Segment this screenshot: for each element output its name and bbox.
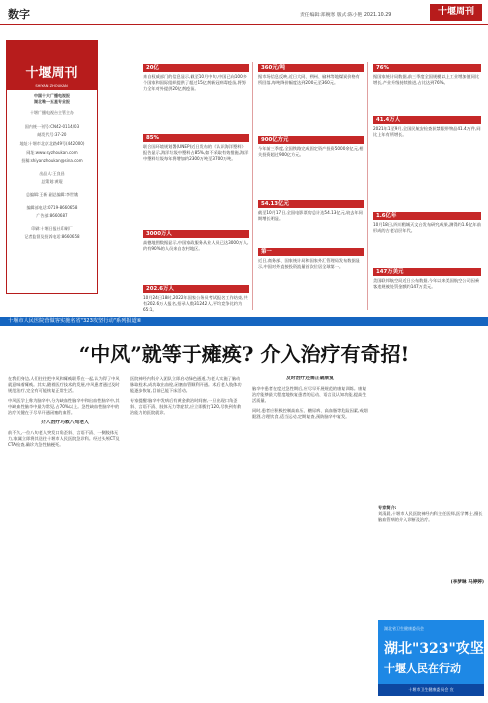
stat-title: 360元/吨 [258, 64, 364, 72]
stat-text: 据市场信息反映,近日大同、朔州、榆林等地煤炭价格有所回落,每吨降价幅度达到200元至360元。 [258, 74, 360, 85]
article-paragraph: 中风医学上称为脑卒中,分为缺血性脑卒中和出血性脑卒中,其中缺血性脑卒中最为常见,占70%以上。急性缺血性脑卒中的治疗关键在于尽早开通闭塞的血管。 [8, 398, 120, 415]
stats-column-1 [143, 64, 249, 335]
article-subhead: 及时治疗还需正确康复 [286, 376, 334, 381]
stat-text: 今年前三季度,全国铁路完成固定资产投资5000余亿元,相关投资超过900亿方元。 [258, 146, 364, 157]
sidebar-logo-title: 十堰周刊 [25, 66, 78, 81]
stat-text: 来自权威部门的信息显示,截至10月中旬,中国已向100多个国家和国际组织提供了超过15亿剂新冠病毒疫苗,将努力全年对外提供20亿剂疫苗。 [143, 74, 247, 91]
ad-subtitle: 湖北省卫生健康委员会 [384, 626, 424, 631]
article-subhead: 介入治疗巧救八旬老人 [41, 420, 89, 425]
stats-column-2 [258, 64, 364, 310]
stats-column-3 [373, 64, 481, 308]
ad-title-line-2: 十堰人民在行动 [384, 662, 461, 675]
article-authors: (李梦琳 马婷婷) [450, 580, 484, 585]
stat-item [143, 64, 249, 134]
stat-title: 1.6亿年 [373, 212, 481, 220]
sidebar-line: 网址:www.syzhoukan.com [26, 149, 78, 155]
sidebar-line: 总策划:黄琨 [41, 179, 63, 185]
stat-text: 联合国环境规划署(UNEP)近日发布的《认识海洋塑料》报告显示,海洋垃圾中塑料占85%,如不采取有效措施,海洋中塑料垃圾每年将增加约2300万吨至3700万吨。 [143, 144, 249, 161]
stat-title: 41.4万人 [373, 116, 481, 124]
sidebar-line: 编辑部电话:0719-8660658 [26, 204, 78, 210]
expert-text: 刘清晨,十堰市人民医院神经内科主任医师,医学博士,擅长脑血管病的介入诊断及治疗。 [378, 511, 483, 522]
stat-title: 第一 [258, 248, 364, 256]
stat-title: 54.13亿元 [258, 200, 364, 208]
stat-text: 高德地图数据显示,中国家政服务从业人员已达3000万人,约有90%的人员来自农村地区。 [143, 240, 249, 251]
sidebar-body [8, 93, 96, 240]
stat-item [258, 136, 364, 200]
article-paragraph: 同时,患者应积极控制高血压、糖尿病、高血脂等危险因素,戒烟限酒,合理饮食,适当运动,定期复查,预防脑卒中复发。 [252, 408, 368, 419]
sidebar-line: 记者监督及投诉电话:8660658 [24, 234, 80, 240]
stat-item [373, 64, 481, 116]
campaign-ad [378, 620, 484, 696]
stat-item [373, 116, 481, 212]
sidebar-lines [8, 124, 96, 240]
article-paragraph: 在我们身边,人们往往把中风和瘫痪联系在一起,认为得了中风就意味着瘫痪。其实,随着医疗技术的发展,中风患者通过及时规范治疗,完全有可能恢复正常生活。 [8, 376, 120, 393]
stat-title: 900亿方元 [258, 136, 364, 144]
stat-title: 76% [373, 64, 481, 72]
org-line-2: 湖北唯一五星专业报 [34, 98, 70, 104]
stat-text: 截至10月17日,全国电影票房总计达54.13亿元,较去年同期增长明显。 [258, 210, 363, 221]
ad-title-line-1: 湖北"323"攻坚 [384, 641, 484, 657]
article-paragraph: 医院神经内科介入团队立即启动绿色通道,为老人实施了脑动脉取栓术,成功取出血栓,闭塞血管顺利开通。术后老人肢体功能逐步恢复,目前已能下床活动。 [130, 376, 242, 393]
stat-text: 近日,商务部、国家统计局和国家外汇管理局发布数据显示,中国对外直接投资流量首次位居全球第一。 [258, 258, 360, 269]
article-column-3 [252, 376, 368, 694]
editor-info: 责任编辑:郑婉寒 版式:陈小艳 2021.10.29 [300, 13, 392, 18]
sidebar-line: 印刷:十堰日报社印刷厂 [31, 225, 73, 231]
stat-item [373, 268, 481, 308]
sidebar-line: 地址:十堰市北京北路49号(442000) [19, 140, 85, 146]
stat-title: 20亿 [143, 64, 249, 72]
sidebar-logo [6, 40, 97, 90]
sidebar-line: 邮发代号:37-20 [37, 132, 67, 138]
stat-text: 2021年1至9月,全国民航安检查获禁限带物品41.4万件,同比上年有所增长。 [373, 126, 481, 137]
header-rule [0, 24, 488, 25]
sidebar-line: 广告部:8660687 [36, 213, 68, 219]
stat-text: 10月18日,四川稻城天文台发布研究成果,测得约1.6亿年前形成的古老岩层年代。 [373, 222, 481, 233]
stat-title: 147万美元 [373, 268, 481, 276]
stat-item [143, 285, 249, 335]
column-divider [252, 62, 253, 310]
article-paragraph: 脑卒中患者在度过急性期后,应尽早开展规范的康复训练。康复治疗能够最大程度地恢复患者的运动、语言及认知功能,提高生活质量。 [252, 386, 367, 403]
stat-text: 美国联邦航空局近日公布数据,今年以来美国航空公司因乘客违规被处罚金额约147万美元。 [373, 278, 480, 289]
stat-item [143, 230, 249, 285]
column-divider [367, 62, 368, 310]
stat-item [258, 200, 364, 248]
org-line-1: 中国十大广播电视报 [34, 93, 70, 98]
stat-title: 85% [143, 134, 249, 142]
sidebar-line: 出品人:王良昌 [39, 170, 65, 176]
sidebar-line: 国内统一刊号:CN42-0114/03 [24, 123, 80, 129]
sidebar-line: 总编辑:王新 副总编辑:李世娥 [26, 191, 78, 197]
sponsor-line: 十堰广播电视台主管主办 [30, 110, 74, 116]
stat-item [258, 248, 364, 310]
article-paragraph: 前不久,一位八旬老人突发口角歪斜、言语不清、一侧肢体无力,家属立即将其送往十堰市人民医院急诊科。经过头颅CT及CTA检查,确诊为急性脑梗死。 [8, 430, 120, 447]
article-column-2 [130, 376, 244, 694]
sidebar-logo-sub: SHIYAN ZHOUKAN [35, 84, 68, 88]
ad-strip: 十堰市卫生健康委员会 宣 [378, 684, 484, 696]
stat-text: 10月24日18时,2022年国家公务员考试报名工作结束,共有202.6万人报名,招录人数31242人,平均竞争比约为65:1。 [143, 295, 248, 312]
stat-item [258, 64, 364, 136]
expert-intro [378, 505, 484, 585]
stat-item [143, 134, 249, 230]
article-column-1 [8, 376, 122, 694]
section-name: 数字 [8, 8, 30, 21]
stat-item [373, 212, 481, 268]
article-headline: “中风”就等于瘫痪? 介入治疗有奇招! [78, 342, 410, 366]
article-paragraph: 专家提醒:脑卒中发病后有黄金救治时间窗,一旦出现口角歪斜、言语不清、肢体无力等症状,应立即拨打120,尽快到有救治能力的医院就诊。 [130, 398, 242, 415]
stat-title: 3000万人 [143, 230, 249, 238]
stat-title: 202.6万人 [143, 285, 249, 293]
expert-label: 专家简介: [378, 505, 397, 510]
stat-text: 据国家统计局数据,前三季度全国规模以上工业增加值同比增长,产业升级持续推进,占比达到76%。 [373, 74, 480, 85]
masthead-logo: 十堰周刊 [430, 4, 482, 21]
series-banner: 十堰市人民医院营做客实施名省"323攻坚行动"系列报道⑥ [0, 317, 488, 326]
sidebar-line: 投稿:shiyanzhoukan@sina.com [21, 158, 83, 164]
